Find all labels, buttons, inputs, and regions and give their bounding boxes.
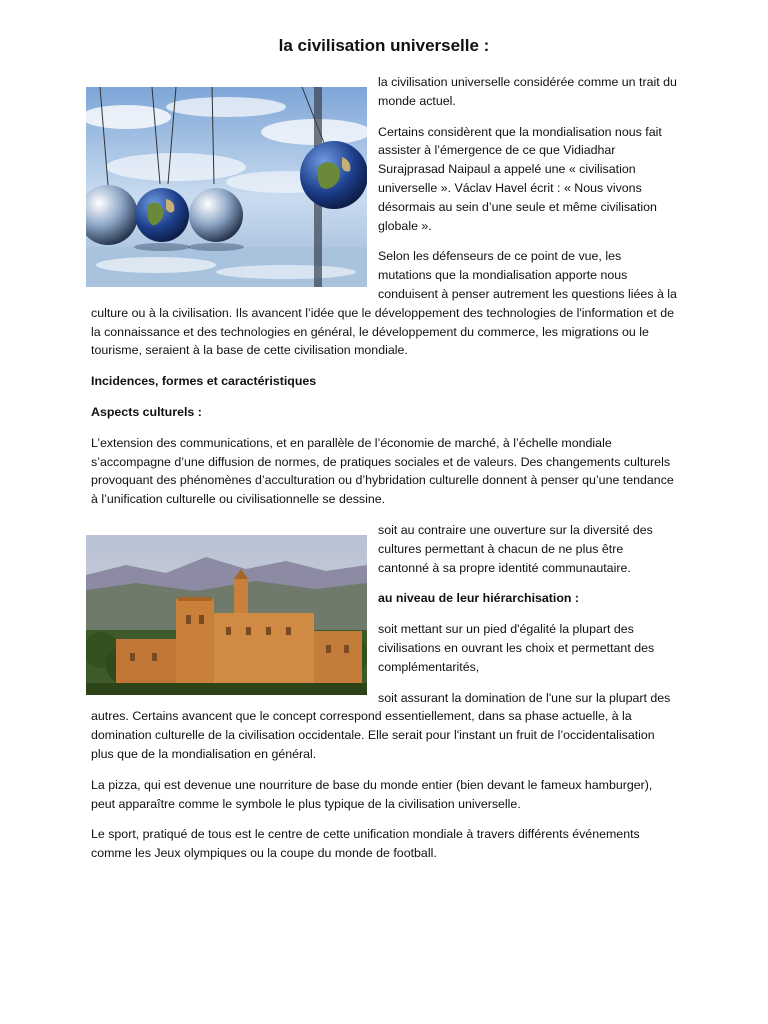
- paragraph-intro: la civilisation universelle considérée comme un trait du monde actuel.: [378, 75, 677, 108]
- globes-pendulum-image: [86, 87, 367, 287]
- alhambra-image: [86, 535, 367, 695]
- paragraph-egalite: soit mettant sur un pied d'égalité la plupart des civilisations en ouvrant les choix et permettant des complémentarités,: [378, 622, 655, 674]
- heading-hierarchisation: au niveau de leur hiérarchisation :: [378, 591, 580, 606]
- paragraph-diversity: soit au contraire une ouverture sur la diversité des cultures permettant à chacun de ne plus être cantonné à sa propre identité communautaire.: [378, 522, 653, 575]
- paragraph-domination: soit assurant la domination de l'une sur la plupart des autres. Certains avancent que le concept correspond essentiellement, dans sa phase actuelle, à la domination culturelle de la civilisation occidentale. Elle serait pour l'instant un fruit de l’occidentalisation plus que de la mondialisation en général.: [91, 690, 671, 761]
- paragraph-communications: L’extension des communications, et en parallèle de l’économie de marché, à l’échelle mondiale s’accompagne d’une diffusion de normes, de pratiques sociales et de valeurs. Des changements culturels provoquant des phénomènes d’acculturation ou d’hybridation culturelle donnent à penser qu’une tendance à l’unification culturelle ou civilisationnelle se dessine.: [91, 435, 674, 507]
- paragraph-defenders: Selon les défenseurs de ce point de vue, les mutations que la mondialisation apporte nous conduisent à penser autrement les questions liées à la culture ou à la civilisation. Ils avancent l’idée que le développement des technologies de l'information et de la connaissance et des technologies en général, le développement du commerce, les migrations ou le tourisme, seraient à la base de cette civilisation mondiale.: [91, 249, 677, 358]
- heading-aspects-culturels: Aspects culturels :: [91, 404, 202, 419]
- paragraph-sport: Le sport, pratiqué de tous est le centre de cette unification mondiale à travers différents événements comme les Jeux olympiques ou la coupe du monde de football.: [91, 827, 640, 861]
- page-title: la civilisation universelle :: [278, 36, 490, 55]
- paragraph-naipaul-havel: Certains considèrent que la mondialisation nous fait assister à l’émergence de ce que Vidiadhar Surajprasad Naipaul a appelé une « civilisation universelle ». Václav Havel écrit : « Nous vivons désormais au sein d’une seule et même civilisation globale ».: [378, 124, 662, 233]
- heading-incidences: Incidences, formes et caractéristiques: [91, 374, 317, 389]
- document-body: [91, 73, 677, 875]
- paragraph-pizza: La pizza, qui est devenue une nourriture de base du monde entier (bien devant le fameux hamburger), peut apparaître comme le symbole le plus typique de la civilisation universelle.: [91, 777, 653, 811]
